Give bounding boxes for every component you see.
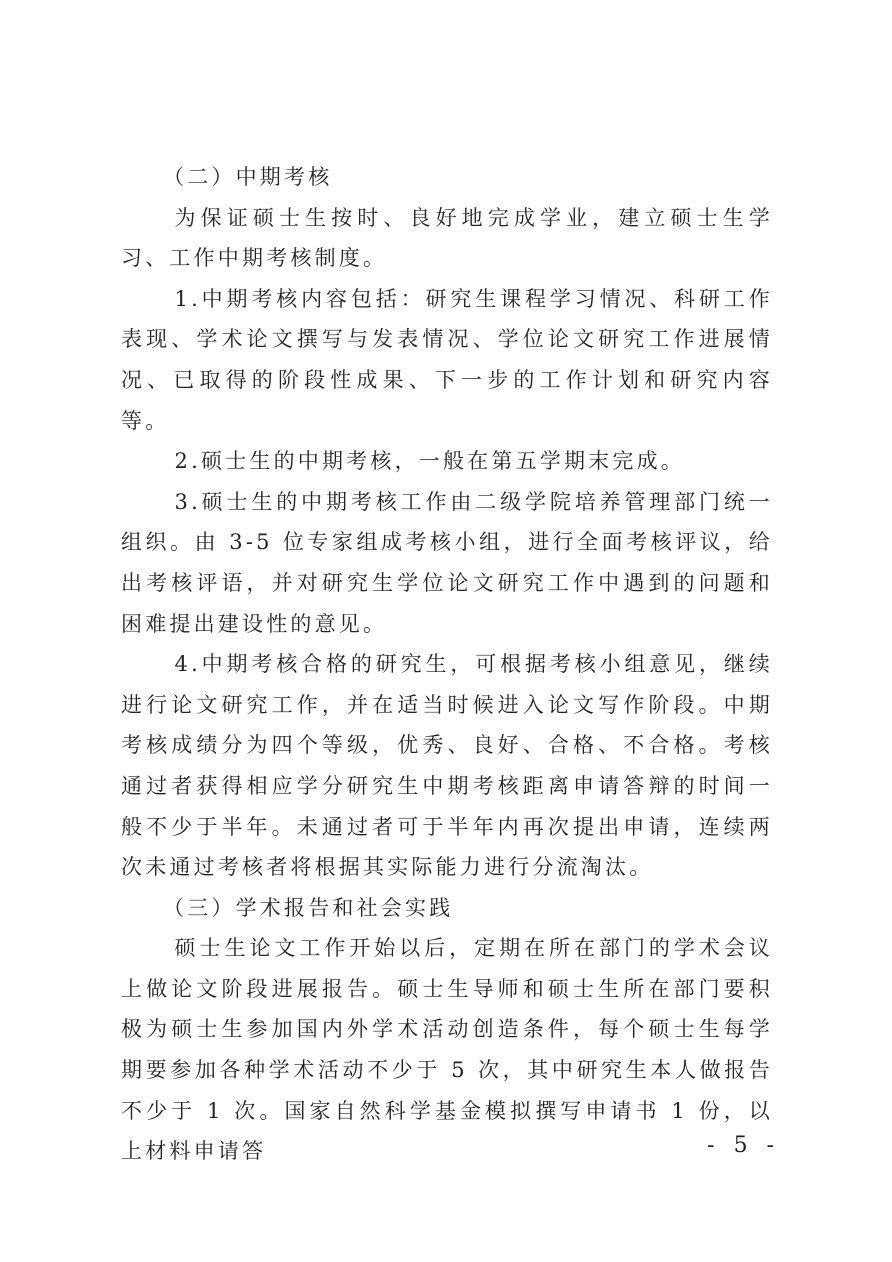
paragraph-item-1: 1.中期考核内容包括：研究生课程学习情况、科研工作表现、学术论文撰写与发表情况、学位论文研究工作进展情况、已取得的阶段性成果、下一步的工作计划和研究内容等。 [121,286,773,433]
section-heading-academic-reports: （三）学术报告和社会实践 [163,895,454,920]
paragraph-item-2: 2.硕士生的中期考核，一般在第五学期末完成。 [174,449,685,474]
document-body [121,157,773,1172]
section-heading-mid-term-assessment: （二）中期考核 [163,165,333,189]
paragraph-intro: 为保证硕士生按时、良好地完成学业，建立硕士生学习、工作中期考核制度。 [121,205,773,271]
paragraph-academic-reports: 硕士生论文工作开始以后，定期在所在部门的学术会议上做论文阶段进展报告。硕士生导师和硕士生所在部门要积极为硕士生参加国内外学术活动创造条件，每个硕士生每学期要参加各种学术活动不少于 5 次，其中研究生本人做报告不少于 1 次。国家自然科学基金模拟撰写申请书 1 份，以上材料申请答 [121,936,773,1164]
paragraph-item-3: 3.硕士生的中期考核工作由二级学院培养管理部门统一组织。由 3-5 位专家组成考核小组，进行全面考核评议，给出考核评语，并对研究生学位论文研究工作中遇到的问题和困难提出建设性的意见。 [121,489,773,636]
page-number: - 5 - [707,1133,780,1158]
paragraph-item-4: 4.中期考核合格的研究生，可根据考核小组意见，继续进行论文研究工作，并在适当时候进入论文写作阶段。中期考核成绩分为四个等级，优秀、良好、合格、不合格。考核通过者获得相应学分研究生中期考核距离申请答辩的时间一般不少于半年。未通过者可于半年内再次提出申请，连续两次未通过考核者将根据其实际能力进行分流淘汰。 [121,652,773,880]
